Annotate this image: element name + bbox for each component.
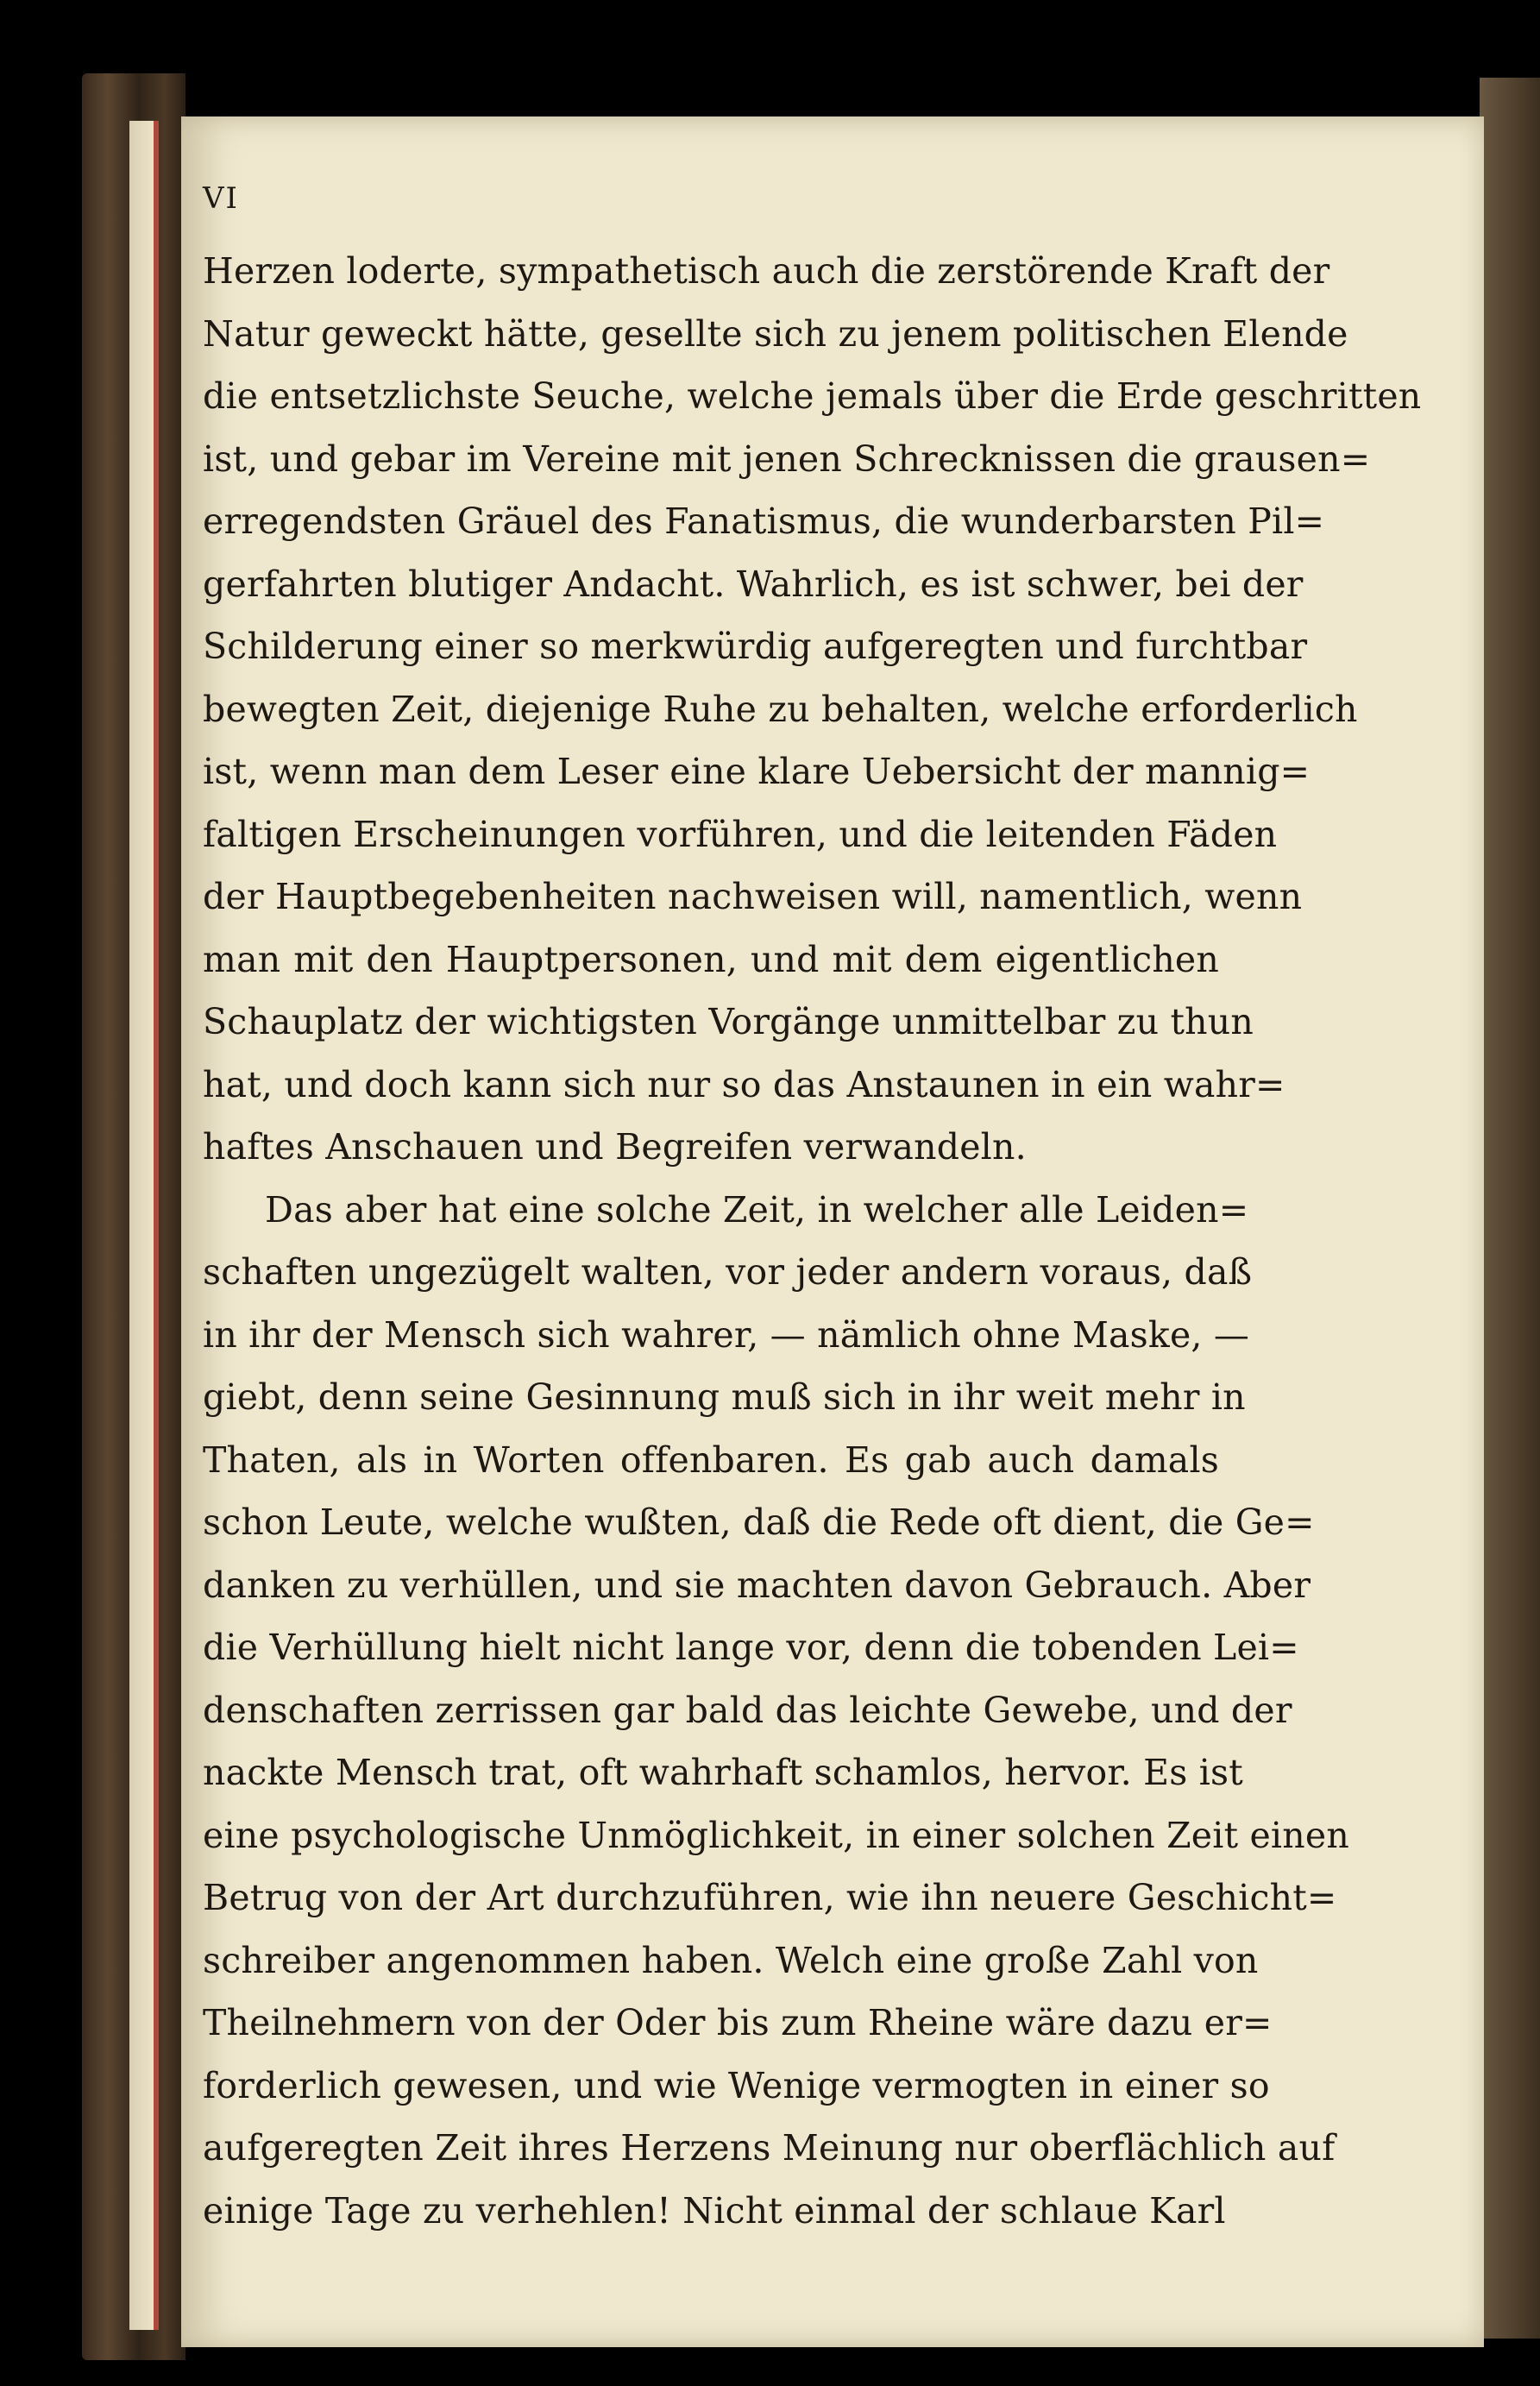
text-line: schon Leute, welche wußten, daß die Rede oft dient, die Ge=	[203, 1501, 1315, 1543]
text-line: die entsetzlichste Seuche, welche jemals über die Erde geschritten	[203, 375, 1422, 417]
text-line: aufgeregten Zeit ihres Herzens Meinung nur oberflächlich auf	[203, 2127, 1336, 2169]
text-line: bewegten Zeit, diejenige Ruhe zu behalten, welche erforderlich	[203, 688, 1358, 730]
text-line: Theilnehmern von der Oder bis zum Rheine wäre dazu er=	[203, 2002, 1273, 2043]
red-page-edge	[154, 121, 159, 2330]
text-line: hat, und doch kann sich nur so das Anstaunen in ein wahr=	[203, 1063, 1285, 1105]
text-line: gerfahrten blutiger Andacht. Wahrlich, es ist schwer, bei der	[203, 563, 1304, 605]
text-line: in ihr der Mensch sich wahrer, — nämlich ohne Maske, —	[203, 1313, 1250, 1356]
text-line: Natur geweckt hätte, gesellte sich zu jenem politischen Elende	[203, 312, 1348, 355]
text-line: denschaften zerrissen gar bald das leichte Gewebe, und der	[203, 1689, 1292, 1731]
text-line: der Hauptbegebenheiten nachweisen will, namentlich, wenn	[203, 876, 1303, 917]
text-line: Thaten, als in Worten offenbaren. Es gab auch damals	[203, 1439, 1219, 1481]
paragraph-end-line: haftes Anschauen und Begreifen verwandeln.	[203, 1126, 1027, 1168]
text-line: Schauplatz der wichtigsten Vorgänge unmittelbar zu thun	[203, 1001, 1254, 1042]
page-number: VI	[203, 181, 239, 216]
book-cover-right	[1480, 78, 1540, 2339]
text-line: ist, und gebar im Vereine mit jenen Schrecknissen die grausen=	[203, 438, 1371, 480]
text-line: giebt, denn seine Gesinnung muß sich in ihr weit mehr in	[203, 1376, 1246, 1418]
text-line: die Verhüllung hielt nicht lange vor, denn die tobenden Lei=	[203, 1627, 1299, 1668]
text-line: Schilderung einer so merkwürdig aufgeregten und furchtbar	[203, 626, 1308, 667]
text-line: einige Tage zu verhehlen! Nicht einmal der schlaue Karl	[203, 2189, 1226, 2232]
text-line: Herzen loderte, sympathetisch auch die zerstörende Kraft der	[203, 250, 1330, 292]
text-line: eine psychologische Unmöglichkeit, in einer solchen Zeit einen	[203, 1814, 1349, 1856]
text-line: Betrug von der Art durchzuführen, wie ihn neuere Geschicht=	[203, 1877, 1337, 1918]
text-line: schreiber angenommen haben. Welch eine große Zahl von	[203, 1939, 1259, 1981]
text-line: schaften ungezügelt walten, vor jeder andern voraus, daß	[203, 1251, 1253, 1293]
body-text	[203, 240, 1422, 2242]
page-stack-edge	[129, 121, 154, 2330]
text-line: ist, wenn man dem Leser eine klare Uebersicht der mannig=	[203, 751, 1311, 792]
text-line: forderlich gewesen, und wie Wenige vermogten in einer so	[203, 2064, 1270, 2106]
text-line: faltigen Erscheinungen vorführen, und die leitenden Fäden	[203, 813, 1278, 855]
text-line: erregendsten Gräuel des Fanatismus, die wunderbarsten Pil=	[203, 500, 1325, 542]
paragraph-start-line: Das aber hat eine solche Zeit, in welcher alle Leiden=	[265, 1188, 1249, 1231]
text-line: nackte Mensch trat, oft wahrhaft schamlos, hervor. Es ist	[203, 1752, 1243, 1793]
text-line: man mit den Hauptpersonen, und mit dem eigentlichen	[203, 938, 1219, 980]
text-line: danken zu verhüllen, und sie machten davon Gebrauch. Aber	[203, 1564, 1311, 1606]
